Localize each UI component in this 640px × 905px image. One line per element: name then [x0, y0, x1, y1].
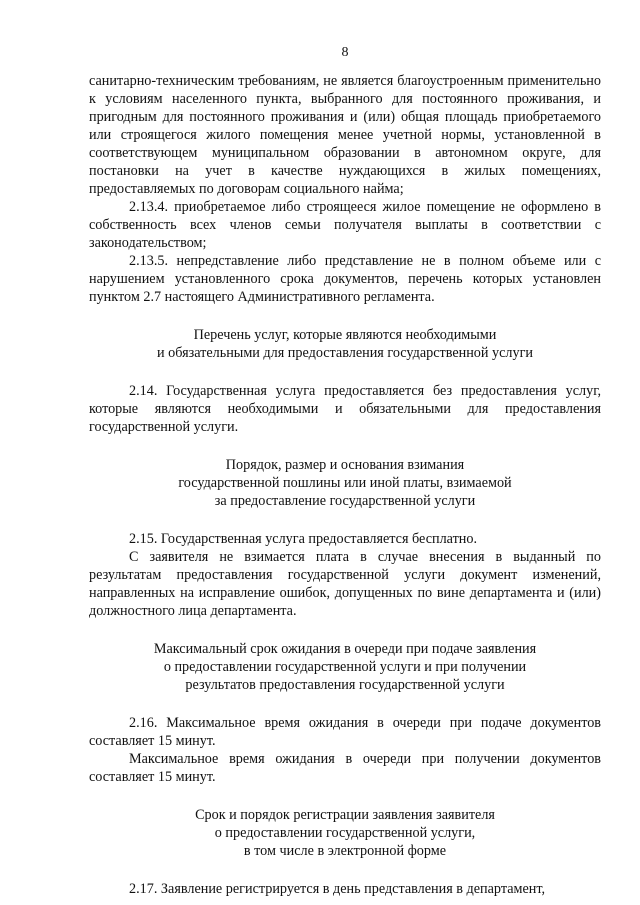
heading-queue-line-1: Максимальный срок ожидания в очереди при подаче заявления [153, 641, 537, 657]
heading-registration-line-3: в том числе в электронной форме [243, 843, 447, 859]
heading-queue-line-3: результатов предоставления государственной услуги [185, 677, 505, 693]
paragraph-2-16: 2.16. Максимальное время ожидания в очереди при подаче документов составляет 15 минут. [89, 715, 601, 749]
heading-fee-line-2: государственной пошлины или иной платы, взимаемой [178, 475, 512, 491]
heading-services-line-2: и обязательными для предоставления государственной услуги [156, 345, 534, 361]
heading-fee-line-1: Порядок, размер и основания взимания [225, 457, 465, 473]
heading-registration-line-2: о предоставлении государственной услуги, [214, 825, 476, 841]
paragraph-2-15: 2.15. Государственная услуга предоставляется бесплатно. [129, 531, 478, 547]
page-number: 8 [341, 45, 349, 60]
page-content [89, 44, 601, 898]
paragraph-2-17: 2.17. Заявление регистрируется в день представления в департамент, [129, 881, 546, 897]
paragraph-continuation: санитарно-техническим требованиям, не является благоустроенным применительно к условиям населенного пункта, выбранного для постоянного проживания, и пригодным для постоянного проживания и (или) общая площадь приобретаемого или строящегося жилого помещения менее учетной нормы, установленной в соответствующем муниципальном образовании в автономном округе, для постановки на учет в качестве нуждающихся в жилых помещениях, предоставляемых по договорам социального найма; [89, 73, 601, 197]
paragraph-2-13-5: 2.13.5. непредставление либо представление не в полном объеме или с нарушением установленного срока документов, перечень которых установлен пунктом 2.7 настоящего Административного регламента. [89, 253, 601, 305]
paragraph-2-16-receive: Максимальное время ожидания в очереди при получении документов составляет 15 минут. [89, 751, 601, 785]
paragraph-2-13-4: 2.13.4. приобретаемое либо строящееся жилое помещение не оформлено в собственность всех членов семьи получателя выплаты в соответствии с законодательством; [89, 199, 601, 251]
heading-queue-line-2: о предоставлении государственной услуги и при получении [163, 659, 527, 675]
paragraph-2-14: 2.14. Государственная услуга предоставляется без предоставления услуг, которые являются необходимыми и обязательными для предоставления государственной услуги. [89, 383, 601, 435]
paragraph-2-15-fee: С заявителя не взимается плата в случае внесения в выданный по результатам предоставления государственной услуги документ изменений, направленных на исправление ошибок, допущенных по вине департамента и (или) должностного лица департамента. [89, 549, 601, 619]
heading-services-line-1: Перечень услуг, которые являются необходимыми [193, 327, 497, 343]
heading-fee-line-3: за предоставление государственной услуги [214, 493, 476, 509]
heading-registration-line-1: Срок и порядок регистрации заявления заявителя [195, 807, 495, 823]
